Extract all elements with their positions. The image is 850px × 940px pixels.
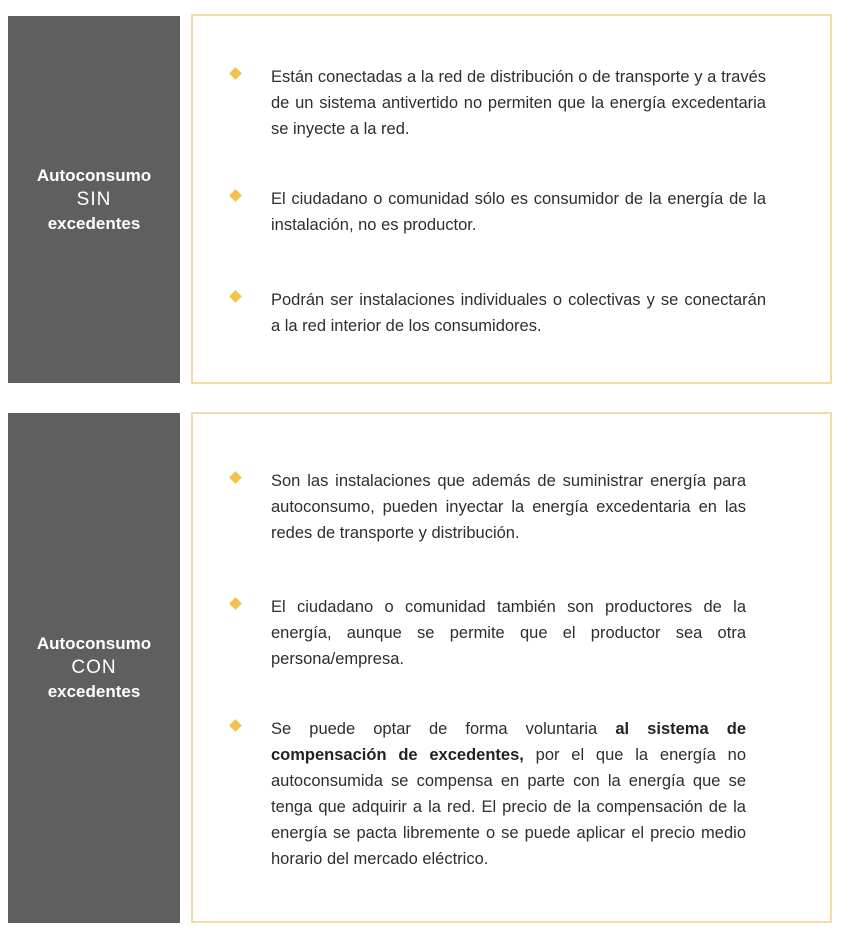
item-text-after: por el que la energía no autoconsumida se compensa en parte con la energía que se tenga que adquirir a la red. El precio de la compensación de la energía se pacta libremente o se puede aplicar el precio medio horario del mercado eléctrico. (271, 746, 746, 868)
diamond-bullet-icon (229, 67, 242, 80)
item-text: Están conectadas a la red de distribución o de transporte y a través de un sistema antivertido no permiten que la energía excedentaria se inyecte a la red. (271, 68, 766, 138)
section-card-sin (191, 14, 832, 384)
label-line3: excedentes (47, 213, 141, 233)
label-line1: Autoconsumo (36, 634, 152, 653)
section-label-sin (8, 16, 180, 383)
diamond-bullet-icon (229, 189, 242, 202)
section-card-con (191, 412, 832, 923)
item-text: El ciudadano o comunidad también son productores de la energía, aunque se permite que el productor sea otra persona/empresa. (271, 598, 746, 668)
item-text-before: Se puede optar de forma voluntaria (271, 720, 616, 738)
diamond-bullet-icon (229, 471, 242, 484)
item-text: Podrán ser instalaciones individuales o colectivas y se conectarán a la red interior de los consumidores. (271, 291, 766, 335)
label-line2: SIN (76, 188, 112, 210)
item-text (271, 716, 746, 872)
diamond-bullet-icon (229, 290, 242, 303)
item-text: El ciudadano o comunidad sólo es consumidor de la energía de la instalación, no es productor. (271, 190, 766, 234)
label-line1: Autoconsumo (36, 165, 152, 185)
label-line2: CON (71, 657, 117, 678)
section-label-con (8, 413, 180, 923)
diamond-bullet-icon (229, 719, 242, 732)
item-text-bold: al sistema de compensación de excedentes, (271, 720, 746, 764)
diamond-bullet-icon (229, 597, 242, 610)
label-line3: excedentes (47, 682, 141, 701)
item-text: Son las instalaciones que además de suministrar energía para autoconsumo, pueden inyectar la energía excedentaria en las redes de transporte y distribución. (271, 472, 746, 542)
